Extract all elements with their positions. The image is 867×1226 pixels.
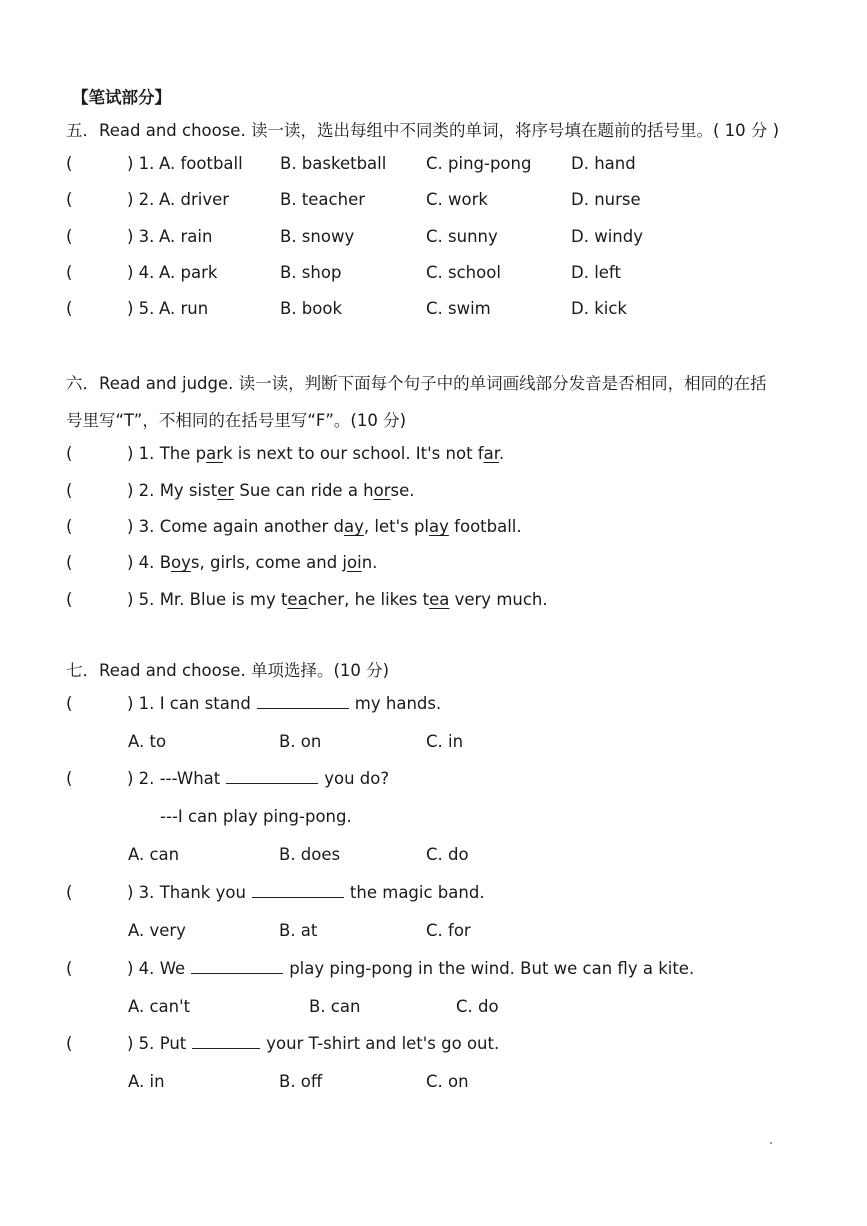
underlined-letters: ar [206,444,223,463]
underlined-letters: er [217,481,235,500]
question-number: ) 2. [127,481,155,500]
option-c: C. do [456,997,499,1016]
answer-paren[interactable]: ( [66,299,73,318]
question-text: Thank you [159,883,246,902]
sentence-text: Come again another d [159,517,344,536]
underlined-letters: ar [483,444,499,463]
question-number: ) 3. [127,517,155,536]
sentence-text: cher, he likes t [307,590,430,609]
option-d: D. kick [571,299,627,318]
option-c: C. do [426,845,469,864]
question-line [127,883,485,902]
option-c: C. work [426,190,488,209]
fill-in-blank[interactable] [226,769,318,784]
answer-paren[interactable]: ( [66,263,73,282]
fill-in-blank[interactable] [191,959,283,974]
sentence-text: My sist [159,481,218,500]
underlined-letters: ea [429,590,450,609]
answer-paren[interactable]: ( [66,517,73,536]
question-number: ) 4. [127,553,155,572]
sentence-line [127,553,377,572]
section-7-heading: 七．Read and choose. 单项选择。(10 分) [66,661,390,680]
question-number: ) 2. [127,769,155,788]
question-number: ) 3. [127,227,155,246]
option-c: C. swim [426,299,491,318]
sentence-text: very much. [449,590,548,609]
sentence-line [127,444,504,463]
answer-paren[interactable]: ( [66,1034,73,1053]
option-c: C. sunny [426,227,498,246]
option-a: A. park [159,263,218,282]
question-number: ) 1. [127,444,155,463]
sentence-text: , let's pl [363,517,430,536]
fill-in-blank[interactable] [257,694,349,709]
option-a: A. run [159,299,209,318]
question-line [127,694,441,713]
answer-paren[interactable]: ( [66,444,73,463]
underlined-letters: ea [287,590,308,609]
sentence-text: n. [361,553,378,572]
sentence-text: B [159,553,172,572]
sentence-text: k is next to our school. It's not f [223,444,484,463]
option-b: B. at [279,921,318,940]
option-b: B. does [279,845,341,864]
sentence-line [127,517,522,536]
option-a: A. in [128,1072,165,1091]
option-c: C. in [426,732,464,751]
answer-paren[interactable]: ( [66,959,73,978]
sentence-text: se. [390,481,415,500]
option-d: D. hand [571,154,636,173]
option-a: A. can't [128,997,191,1016]
answer-paren[interactable]: ( [66,154,73,173]
question-number: ) 2. [127,190,155,209]
sentence-line [127,590,548,609]
option-c: C. school [426,263,501,282]
sentence-text: football. [448,517,522,536]
option-d: D. left [571,263,621,282]
option-b: B. can [309,997,361,1016]
option-b: B. book [280,299,343,318]
question-number: ) 4. [127,263,155,282]
question-text: play ping-pong in the wind. But we can fly a kite. [289,959,695,978]
sentence-text: Sue can ride a h [234,481,374,500]
dialog-answer: ---I can play ping-pong. [160,807,352,826]
question-line [127,769,389,788]
section-6-heading-line1: 六．Read and judge. 读一读，判断下面每个句子中的单词画线部分发音是否相同，相同的在括 [66,374,767,393]
fill-in-blank[interactable] [192,1034,260,1049]
question-number: ) 5. [127,590,155,609]
question-number: ) 5. [127,299,155,318]
underlined-letters: oi [347,553,362,572]
option-d: D. windy [571,227,643,246]
question-line [127,959,694,978]
option-b: B. on [279,732,322,751]
question-text: the magic band. [349,883,485,902]
scan-speck [770,1142,772,1144]
answer-paren[interactable]: ( [66,481,73,500]
sentence-text: s, girls, come and j [190,553,347,572]
question-text: We [159,959,186,978]
option-c: C. ping-pong [426,154,532,173]
option-a: A. driver [159,190,230,209]
option-b: B. basketball [280,154,387,173]
answer-paren[interactable]: ( [66,883,73,902]
option-a: A. rain [159,227,213,246]
answer-paren[interactable]: ( [66,553,73,572]
question-number: ) 4. [127,959,155,978]
sentence-text: The p [159,444,207,463]
question-text: your T-shirt and let's go out. [266,1034,500,1053]
option-b: B. shop [280,263,342,282]
answer-paren[interactable]: ( [66,227,73,246]
written-part-title: 【笔试部分】 [72,88,171,107]
option-a: A. can [128,845,180,864]
underlined-letters: or [373,481,391,500]
answer-paren[interactable]: ( [66,590,73,609]
section-6-heading-line2: 号里写“T”，不相同的在括号里写“F”。(10 分) [66,411,407,430]
question-number: ) 1. [127,694,155,713]
fill-in-blank[interactable] [252,883,344,898]
question-line [127,1034,499,1053]
question-text: my hands. [354,694,442,713]
sentence-text: . [498,444,505,463]
question-number: ) 5. [127,1034,155,1053]
option-b: B. snowy [280,227,355,246]
option-b: B. teacher [280,190,366,209]
underlined-letters: ay [344,517,364,536]
option-c: C. for [426,921,471,940]
option-a: A. football [159,154,243,173]
question-number: ) 3. [127,883,155,902]
question-text: ---What [159,769,221,788]
answer-paren[interactable]: ( [66,190,73,209]
option-a: A. very [128,921,186,940]
answer-paren[interactable]: ( [66,769,73,788]
sentence-line [127,481,415,500]
option-a: A. to [128,732,167,751]
option-c: C. on [426,1072,469,1091]
question-text: you do? [324,769,390,788]
question-text: Put [159,1034,187,1053]
sentence-text: Mr. Blue is my t [159,590,288,609]
question-number: ) 1. [127,154,155,173]
question-text: I can stand [159,694,251,713]
option-d: D. nurse [571,190,641,209]
section-5-heading: 五．Read and choose. 读一读，选出每组中不同类的单词，将序号填在题前的括号里。( 10 分 ) [66,121,780,140]
underlined-letters: oy [171,553,191,572]
underlined-letters: ay [429,517,449,536]
answer-paren[interactable]: ( [66,694,73,713]
option-b: B. off [279,1072,323,1091]
